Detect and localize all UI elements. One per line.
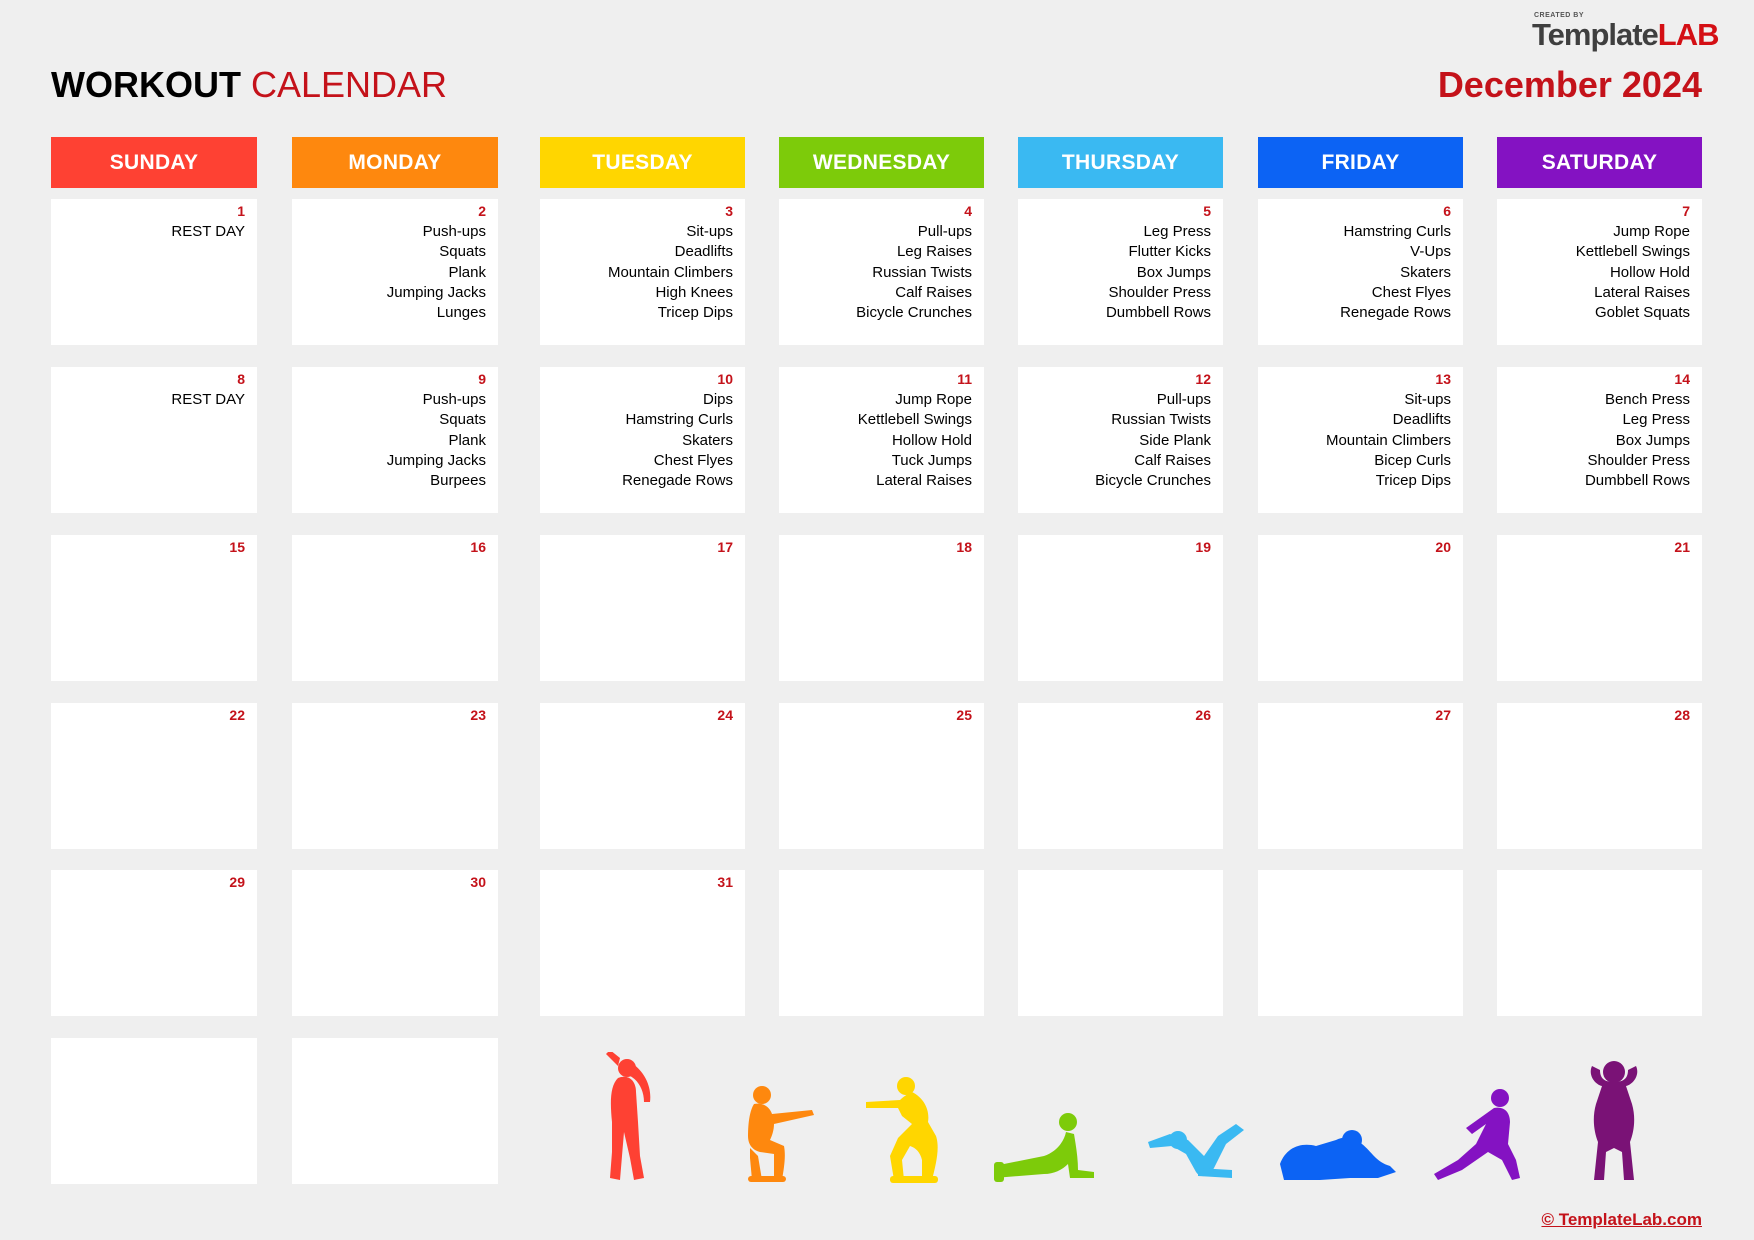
exercise-list xyxy=(171,222,245,242)
exercise-figures xyxy=(600,1052,1660,1186)
exercise-item: Box Jumps xyxy=(1136,263,1211,281)
day-number: 2 xyxy=(478,203,486,219)
day-cell-11[interactable] xyxy=(779,367,984,513)
day-cell-2[interactable] xyxy=(292,199,498,345)
day-number: 24 xyxy=(717,707,733,723)
day-cell-21[interactable] xyxy=(1497,535,1702,681)
empty-day-cell[interactable] xyxy=(1018,870,1223,1016)
exercise-item: Bench Press xyxy=(1604,391,1690,408)
day-number: 6 xyxy=(1443,203,1451,219)
empty-day-cell[interactable] xyxy=(1258,870,1463,1016)
day-cell-5[interactable] xyxy=(1018,199,1223,345)
day-number: 10 xyxy=(717,371,733,387)
exercise-item: Dips xyxy=(702,391,733,408)
weekday-header-tuesday: TUESDAY xyxy=(540,137,745,188)
exercise-item: Calf Raises xyxy=(1134,451,1211,469)
day-cell-1[interactable] xyxy=(51,199,257,345)
exercise-item: Kettlebell Swings xyxy=(857,411,972,429)
exercise-list xyxy=(856,222,972,323)
exercise-item: Mountain Climbers xyxy=(1325,431,1451,449)
weekday-header-friday: FRIDAY xyxy=(1258,137,1463,188)
day-number: 28 xyxy=(1674,707,1690,723)
day-cell-22[interactable] xyxy=(51,703,257,849)
day-cell-8[interactable] xyxy=(51,367,257,513)
exercise-item: Hollow Hold xyxy=(891,431,972,449)
empty-day-cell[interactable] xyxy=(292,1038,498,1184)
templatelab-logo xyxy=(1532,10,1732,52)
exercise-item: Squats xyxy=(439,411,486,429)
day-number: 25 xyxy=(956,707,972,723)
day-number: 20 xyxy=(1435,539,1451,555)
day-number: 18 xyxy=(956,539,972,555)
day-cell-23[interactable] xyxy=(292,703,498,849)
weekday-header-sunday: SUNDAY xyxy=(51,137,257,188)
day-number: 14 xyxy=(1674,371,1690,387)
empty-day-cell[interactable] xyxy=(1497,870,1702,1016)
exercise-list xyxy=(622,390,733,491)
exercise-item: Hamstring Curls xyxy=(1343,223,1451,240)
cobra-stretch-figure-icon xyxy=(994,1113,1094,1182)
empty-day-cell[interactable] xyxy=(51,1038,257,1184)
exercise-item: Tuck Jumps xyxy=(891,451,972,469)
exercise-item: Renegade Rows xyxy=(622,472,733,490)
exercise-item: Leg Raises xyxy=(896,243,972,261)
day-cell-6[interactable] xyxy=(1258,199,1463,345)
day-cell-13[interactable] xyxy=(1258,367,1463,513)
day-cell-27[interactable] xyxy=(1258,703,1463,849)
day-number: 27 xyxy=(1435,707,1451,723)
day-cell-30[interactable] xyxy=(292,870,498,1016)
weekday-header-wednesday: WEDNESDAY xyxy=(779,137,984,188)
exercise-list xyxy=(1106,222,1211,323)
day-number: 17 xyxy=(717,539,733,555)
exercise-item: Jump Rope xyxy=(895,391,972,408)
exercise-item: Chest Flyes xyxy=(653,451,733,469)
figures-svg xyxy=(600,1052,1660,1186)
month-title: December 2024 xyxy=(1437,64,1702,105)
day-number: 21 xyxy=(1674,539,1690,555)
day-cell-19[interactable] xyxy=(1018,535,1223,681)
day-cell-20[interactable] xyxy=(1258,535,1463,681)
exercise-item: Shoulder Press xyxy=(1587,451,1690,469)
exercise-item: Kettlebell Swings xyxy=(1575,243,1690,261)
exercise-item: Jump Rope xyxy=(1613,223,1690,240)
day-number: 7 xyxy=(1682,203,1690,219)
exercise-item: Bicep Curls xyxy=(1374,451,1451,469)
lying-twist-figure-icon xyxy=(1280,1130,1396,1180)
exercise-item: Side Plank xyxy=(1139,431,1211,449)
day-number: 9 xyxy=(478,371,486,387)
exercise-item: Sit-ups xyxy=(686,223,733,240)
exercise-item: Plank xyxy=(448,263,486,281)
day-number: 8 xyxy=(237,371,245,387)
day-cell-10[interactable] xyxy=(540,367,745,513)
exercise-item: Bicycle Crunches xyxy=(1095,472,1211,490)
exercise-item: Skaters xyxy=(682,431,733,449)
exercise-item: Deadlifts xyxy=(1392,411,1451,429)
day-number: 3 xyxy=(725,203,733,219)
day-cell-15[interactable] xyxy=(51,535,257,681)
exercise-item: Jumping Jacks xyxy=(386,451,486,469)
exercise-item: Goblet Squats xyxy=(1594,304,1690,322)
day-cell-4[interactable] xyxy=(779,199,984,345)
chair-squat-figure-icon xyxy=(866,1077,938,1183)
exercise-item: Hamstring Curls xyxy=(625,411,733,429)
day-number: 11 xyxy=(957,371,972,387)
exercise-item: Squats xyxy=(439,243,486,261)
day-cell-24[interactable] xyxy=(540,703,745,849)
exercise-item: Plank xyxy=(448,431,486,449)
exercise-item: Leg Press xyxy=(1143,223,1211,240)
day-cell-14[interactable] xyxy=(1497,367,1702,513)
empty-day-cell[interactable] xyxy=(779,870,984,1016)
title-workout: WORKOUT xyxy=(51,64,241,105)
day-number: 5 xyxy=(1203,203,1211,219)
day-cell-12[interactable] xyxy=(1018,367,1223,513)
exercise-item: Sit-ups xyxy=(1404,391,1451,408)
exercise-item: Dumbbell Rows xyxy=(1584,472,1690,490)
exercise-item: Russian Twists xyxy=(872,263,972,281)
exercise-list xyxy=(1585,390,1690,491)
day-number: 22 xyxy=(229,707,245,723)
title-calendar: CALENDAR xyxy=(250,64,448,105)
copyright-link[interactable]: © TemplateLab.com xyxy=(1541,1210,1702,1229)
day-number: 1 xyxy=(237,203,245,219)
exercise-item: Flutter Kicks xyxy=(1128,243,1211,261)
exercise-list xyxy=(1326,390,1451,491)
exercise-item: V-Ups xyxy=(1410,243,1451,261)
exercise-item: Shoulder Press xyxy=(1108,283,1211,301)
day-number: 23 xyxy=(470,707,486,723)
exercise-item: Chest Flyes xyxy=(1371,283,1451,301)
exercise-list xyxy=(1095,390,1211,491)
exercise-item: High Knees xyxy=(655,283,733,301)
day-cell-28[interactable] xyxy=(1497,703,1702,849)
logo-wordmark: TemplateLAB xyxy=(1532,17,1719,52)
side-lunge-figure-icon xyxy=(1434,1089,1520,1180)
weekday-header-monday: MONDAY xyxy=(292,137,498,188)
exercise-item: Lateral Raises xyxy=(876,472,972,490)
page-title xyxy=(51,64,447,106)
exercise-item: Russian Twists xyxy=(1111,411,1211,429)
day-number: 16 xyxy=(470,539,486,555)
exercise-list xyxy=(858,390,972,491)
squat-hold-figure-icon xyxy=(1591,1061,1638,1180)
exercise-item: Lateral Raises xyxy=(1594,283,1690,301)
logo-created-by: CREATED BY xyxy=(1534,12,1584,19)
exercise-item: Burpees xyxy=(430,472,486,490)
exercise-item: Push-ups xyxy=(422,223,486,240)
exercise-list xyxy=(171,390,245,410)
exercise-item: Tricep Dips xyxy=(1375,472,1451,490)
day-number: 19 xyxy=(1195,539,1211,555)
day-cell-16[interactable] xyxy=(292,535,498,681)
exercise-item: Bicycle Crunches xyxy=(856,304,972,322)
exercise-list xyxy=(1576,222,1690,323)
exercise-item: Renegade Rows xyxy=(1340,304,1451,322)
day-number: 12 xyxy=(1195,371,1211,387)
day-cell-26[interactable] xyxy=(1018,703,1223,849)
exercise-item: Tricep Dips xyxy=(657,304,733,322)
day-number: 4 xyxy=(964,203,972,219)
exercise-item: Pull-ups xyxy=(1156,391,1211,408)
day-cell-31[interactable] xyxy=(540,870,745,1016)
exercise-item: Dumbbell Rows xyxy=(1105,304,1211,322)
exercise-list xyxy=(1340,222,1451,323)
day-number: 13 xyxy=(1435,371,1451,387)
exercise-list xyxy=(608,222,733,323)
day-cell-17[interactable] xyxy=(540,535,745,681)
weekday-header-saturday: SATURDAY xyxy=(1497,137,1702,188)
exercise-list xyxy=(387,390,486,491)
exercise-item: Box Jumps xyxy=(1615,431,1690,449)
exercise-item: Jumping Jacks xyxy=(386,283,486,301)
day-cell-29[interactable] xyxy=(51,870,257,1016)
exercise-item: Deadlifts xyxy=(674,243,733,261)
day-cell-9[interactable] xyxy=(292,367,498,513)
day-number: 15 xyxy=(229,539,245,555)
day-cell-18[interactable] xyxy=(779,535,984,681)
day-number: 31 xyxy=(717,874,733,890)
exercise-list xyxy=(387,222,486,323)
exercise-item: Lunges xyxy=(436,304,486,322)
exercise-item: REST DAY xyxy=(171,391,245,408)
day-cell-3[interactable] xyxy=(540,199,745,345)
exercise-item: Mountain Climbers xyxy=(607,263,733,281)
day-number: 26 xyxy=(1195,707,1211,723)
exercise-item: Leg Press xyxy=(1622,411,1690,429)
exercise-item: Calf Raises xyxy=(895,283,972,301)
day-number: 29 xyxy=(229,874,245,890)
exercise-item: REST DAY xyxy=(171,223,245,240)
exercise-item: Push-ups xyxy=(422,391,486,408)
v-sit-figure-icon xyxy=(1148,1124,1244,1178)
weekday-header-thursday: THURSDAY xyxy=(1018,137,1223,188)
exercise-item: Hollow Hold xyxy=(1609,263,1690,281)
day-cell-7[interactable] xyxy=(1497,199,1702,345)
exercise-item: Pull-ups xyxy=(917,223,972,240)
exercise-item: Skaters xyxy=(1400,263,1451,281)
squat-figure-icon xyxy=(748,1086,814,1182)
day-number: 30 xyxy=(470,874,486,890)
day-cell-25[interactable] xyxy=(779,703,984,849)
stretching-figure-icon xyxy=(606,1052,650,1180)
